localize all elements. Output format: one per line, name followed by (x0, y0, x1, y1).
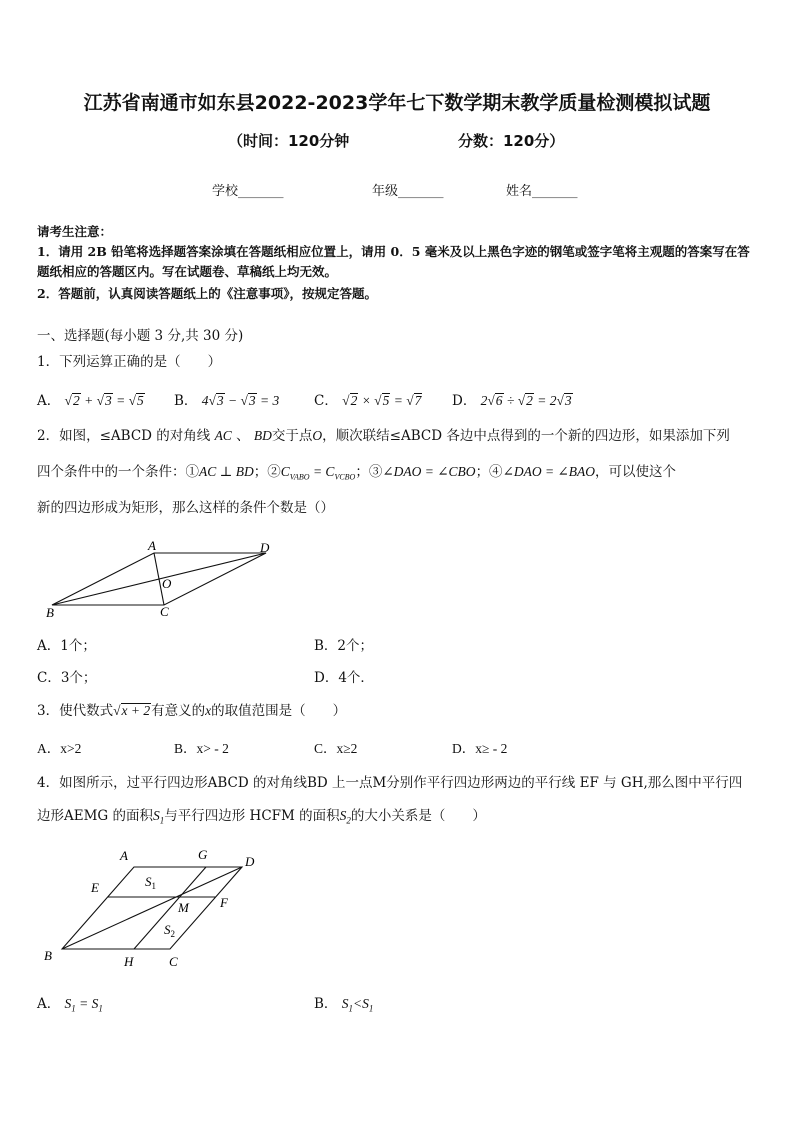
q4-option-a (37, 992, 103, 1014)
q2-label-c: C (160, 604, 169, 619)
q2-option-b: B．2个； (314, 638, 374, 654)
q2-text-2d: ；④ (475, 464, 503, 480)
q4-label-d: D (245, 854, 255, 869)
q1-option-d-formula: 2√6 ÷ √2 = 2√3 (480, 393, 572, 408)
q3-option-a: A．x>2 (37, 741, 82, 756)
q4-label-b: B (44, 948, 52, 963)
q1-option-b (174, 389, 279, 409)
q2-cond-4: ∠DAO = ∠BAO (502, 464, 596, 479)
q2-text-1a: 2．如图，≤ABCD 的对角线 (37, 428, 211, 444)
q1-option-c-label: C． (314, 393, 338, 409)
q1-option-a-formula: √2 + √3 = √5 (64, 393, 144, 408)
q4-text-2b: 与平行四边形 HCFM 的面积 (164, 808, 340, 824)
q2-line-3: 新的四边形成为矩形，那么这样的条件个数是（） (37, 500, 334, 516)
q2-text-2e: ，可以使这个 (595, 464, 677, 480)
q2-cond-1: AC ⊥ BD (199, 464, 254, 479)
q3-var-x: x (205, 703, 212, 718)
q1-option-d (452, 389, 573, 409)
q3-option-b: B．x> - 2 (174, 741, 229, 756)
q2-label-o: O (162, 576, 172, 591)
q4-text-2a: 边形AEMG 的面积 (37, 808, 154, 824)
q3-option-c: C．x≥2 (314, 741, 358, 756)
q2-line-1: 2．如图，≤ABCD 的对角线 AC 、 BD交于点O，顺次联结≤ABCD 各边中点得到的一个新的四边形，如果添加下列 (37, 428, 730, 444)
exam-time: （时间：120分钟 (228, 132, 350, 150)
q4-label-g: G (198, 847, 208, 862)
q3-text-a: 3．使代数式 (37, 703, 114, 719)
q2-text-1c: ，顺次联结≤ABCD 各边中点得到的一个新的四边形，如果添加下列 (322, 428, 730, 444)
q4-label-m: M (178, 900, 189, 915)
q2-math-bd: BD (253, 428, 272, 443)
exam-score: 分数：120分） (458, 132, 565, 150)
q2-label-d: D (260, 540, 270, 555)
grade-field-label: 年级_______ (372, 184, 444, 199)
q3-radical: √x + 2 (113, 703, 151, 718)
q2-label-b: B (46, 605, 54, 620)
q2-option-c: C．3个； (37, 670, 97, 686)
q2-text-2a: 四个条件中的一个条件：① (37, 464, 199, 480)
q2-text-2b: ；② (253, 464, 281, 480)
q2-label-a: A (148, 538, 156, 553)
q4-s2-symbol: $S_2$ (339, 808, 351, 826)
q2-text-1b: 交于点 (271, 428, 313, 444)
school-field-label: 学校_______ (212, 184, 284, 199)
q4-label-s2: $S_2$ (164, 922, 175, 939)
q2-text-2c: ；③ (355, 464, 383, 480)
q3-text-c: 的取值范围是（ ） (211, 703, 347, 719)
q4-label-a: A (120, 848, 128, 863)
q2-math-ac-bd: AC (214, 428, 232, 443)
name-field-label: 姓名_______ (506, 184, 578, 199)
q4-diagonal-bd (62, 867, 242, 949)
q1-option-a-label: A． (37, 393, 61, 409)
q2-cond-3: ∠DAO = ∠CBO (382, 464, 476, 479)
q3-text-b: 有意义的 (151, 703, 206, 719)
q4-line-1: 4．如图所示，过平行四边形ABCD 的对角线BD 上一点M分别作平行四边形两边的平行线 EF 与 GH,那么图中平行四 (37, 775, 743, 791)
notes-heading: 请考生注意： (37, 224, 113, 239)
q1-option-d-label: D． (452, 393, 477, 409)
notes-item-2: 2．答题前，认真阅读答题纸上的《注意事项》，按规定答题。 (37, 286, 377, 301)
section-heading: 一、选择题(每小题 3 分,共 30 分) (37, 328, 244, 344)
q4-label-s1: $S_1$ (145, 874, 156, 891)
q2-line-2 (37, 462, 759, 488)
q1-option-a (37, 389, 145, 409)
q4-option-b-formula: $S_1<S_1$ (341, 996, 374, 1014)
q4-label-c: C (169, 954, 178, 969)
q4-text-2c: 的大小关系是（ ） (350, 808, 486, 824)
q2-option-a: A．1个； (37, 638, 96, 654)
q4-label-h: H (124, 954, 134, 969)
q2-cond-2: $C_{VABO} = C_{VCBO}$ (280, 464, 356, 482)
q4-label-e: E (91, 880, 99, 895)
q4-option-a-label: A． (37, 996, 61, 1012)
notes-item-1: 1．请用 2B 铅笔将选择题答案涂填在答题纸相应位置上，请用 0．5 毫米及以上黑色字迹的钢笔或签字笔将主观题的答案写在答题纸相应的答题区内。写在试题卷、草稿纸上均无效。 (37, 244, 750, 279)
q1-option-b-label: B． (174, 393, 198, 409)
q3-stem (37, 701, 759, 721)
q2-parallelogram-figure (40, 538, 280, 620)
q4-option-a-formula: $S_1 = S_1$ (64, 996, 103, 1014)
q1-option-c-formula: √2 × √5 = √7 (342, 393, 422, 408)
q2-math-o: O (312, 428, 323, 443)
q1-option-c (314, 389, 422, 409)
q1-stem: 1．下列运算正确的是（ ） (37, 354, 222, 370)
q4-option-b (314, 992, 373, 1014)
q4-option-b-label: B． (314, 996, 338, 1012)
q2-option-d: D．4个． (314, 670, 374, 686)
q4-line-2 (37, 806, 759, 831)
q3-option-d: D．x≥ - 2 (452, 741, 508, 756)
q1-option-b-formula: 4√3 − √3 = 3 (201, 393, 280, 408)
q4-s1-symbol: $S_1$ (153, 808, 165, 826)
exam-title: 江苏省南通市如东县2022-2023学年七下数学期末教学质量检测模拟试题 (83, 92, 711, 114)
q4-parallelogram-figure (38, 842, 268, 972)
q4-label-f: F (220, 895, 228, 910)
